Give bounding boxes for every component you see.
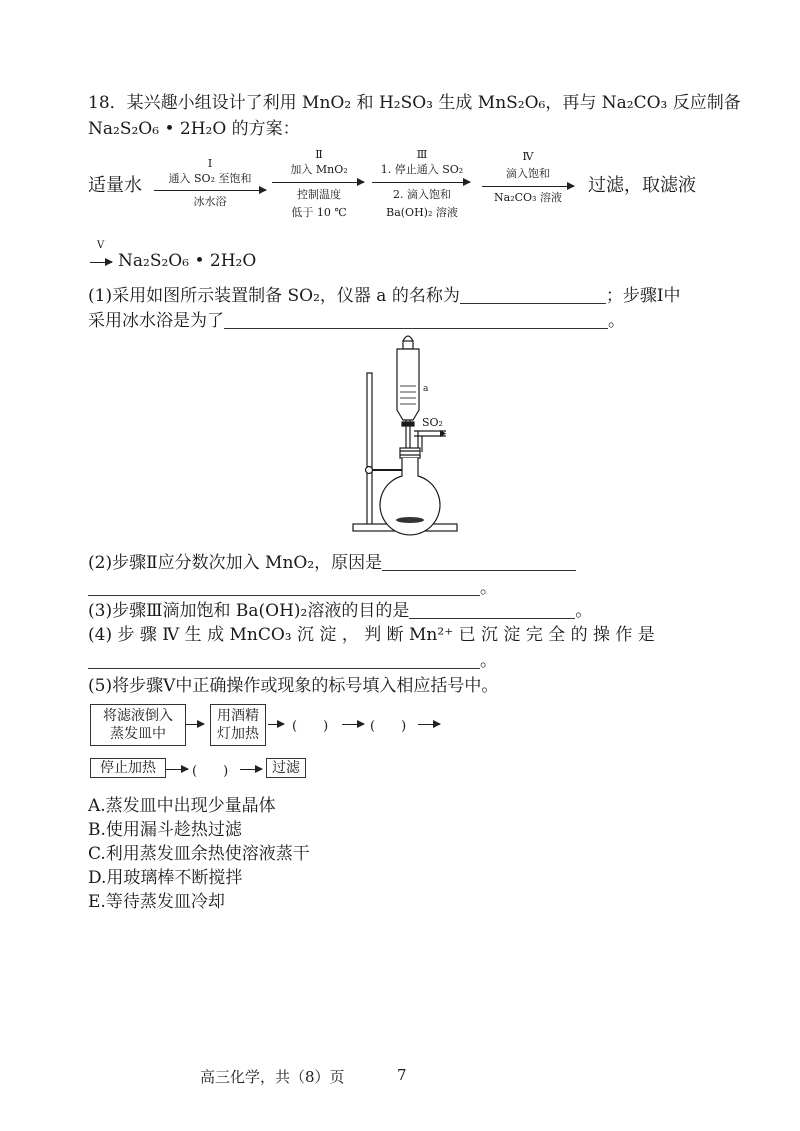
q5-box-heat-line-2: 灯加热 bbox=[217, 726, 259, 742]
q1-line-2 bbox=[88, 310, 625, 332]
q1-text-2: 采用冰水浴是为了 bbox=[88, 311, 224, 331]
q5-paren-2[interactable]: ( ) bbox=[370, 719, 407, 734]
stand-rod bbox=[367, 373, 372, 526]
q4-blank[interactable] bbox=[88, 652, 480, 669]
q5-box-heat bbox=[210, 704, 266, 746]
q5-arrow-5 bbox=[166, 769, 188, 770]
q5-box-filter: 过滤 bbox=[266, 758, 306, 778]
q2-line-2 bbox=[88, 577, 497, 599]
separatory-funnel bbox=[397, 349, 419, 420]
q4-line-1: (4) 步 骤 Ⅳ 生 成 MnCO₃ 沉 淀 ， 判 断 Mn²⁺ 已 沉 淀 完 全 的 操 作 是 bbox=[88, 625, 655, 645]
q4-end: 。 bbox=[480, 651, 497, 671]
q5-box-heat-line-1: 用酒精 bbox=[217, 708, 259, 724]
flow-step-2-top: 加入 MnO₂ bbox=[290, 163, 348, 176]
flow-step-4-bottom: Na₂CO₃ 溶液 bbox=[494, 191, 562, 204]
flow-arrow-3 bbox=[372, 182, 470, 183]
q2-text: (2)步骤Ⅱ应分数次加入 MnO₂，原因是 bbox=[88, 553, 383, 573]
flask-stopper bbox=[400, 448, 420, 458]
flow-step-3-top: 1. 停止通入 SO₂ bbox=[380, 163, 464, 176]
clamp-knob bbox=[366, 467, 373, 474]
flow-step-1-bottom: 冰水浴 bbox=[193, 195, 227, 208]
funnel-stopper bbox=[403, 336, 413, 341]
flow-arrow-1 bbox=[154, 190, 266, 191]
q2-end: 。 bbox=[480, 578, 497, 598]
q3-text: (3)步骤Ⅲ滴加饱和 Ba(OH)₂溶液的目的是 bbox=[88, 601, 410, 621]
q1-blank-2[interactable] bbox=[224, 312, 608, 329]
flow-step-4-top: 滴入饱和 bbox=[506, 167, 550, 180]
q4-line-2 bbox=[88, 650, 497, 672]
q1-text-1b: ；步骤Ⅰ中 bbox=[605, 286, 681, 306]
q5-paren-1[interactable]: ( ) bbox=[292, 719, 329, 734]
q5-arrow-1 bbox=[186, 724, 204, 725]
q1-line-1 bbox=[88, 285, 681, 307]
q3-line bbox=[88, 600, 592, 622]
flow-arrow-4 bbox=[482, 186, 574, 187]
label-a: a bbox=[423, 384, 429, 394]
option-d: D.用玻璃棒不断搅拌 bbox=[88, 868, 243, 888]
q5-paren-3[interactable]: ( ) bbox=[192, 764, 229, 779]
q5-arrow-2 bbox=[268, 724, 284, 725]
option-a: A.蒸发皿中出现少量晶体 bbox=[88, 796, 276, 816]
label-so2: SO₂ bbox=[422, 416, 443, 429]
q5-arrow-6 bbox=[240, 769, 262, 770]
q5-box-stop: 停止加热 bbox=[90, 758, 166, 778]
q5-box-pour bbox=[90, 704, 186, 746]
q3-blank[interactable] bbox=[409, 602, 575, 619]
q3-end: 。 bbox=[575, 601, 593, 621]
option-e: E.等待蒸发皿冷却 bbox=[88, 892, 225, 912]
flow-step-1-top: 通入 SO₂ 至饱和 bbox=[168, 172, 252, 185]
flow-step-2-bottom-2: 低于 10 ℃ bbox=[291, 206, 347, 219]
apparatus-figure bbox=[350, 330, 470, 540]
footer-page-number: 7 bbox=[397, 1066, 407, 1084]
footer-text: 高三化学，共（8）页 bbox=[200, 1068, 345, 1086]
flow-step-5-roman: Ⅴ bbox=[97, 240, 105, 251]
q2-line-1 bbox=[88, 552, 576, 574]
flow-step-3-bottom-1: 2. 滴入饱和 bbox=[393, 188, 451, 201]
flow-start: 适量水 bbox=[88, 175, 142, 196]
question-line-1 bbox=[88, 92, 741, 114]
q1-text-2b: 。 bbox=[608, 311, 625, 331]
flow-step-3-roman: Ⅲ bbox=[416, 148, 428, 161]
flow-step-4-roman: Ⅳ bbox=[522, 150, 534, 163]
flow-step-2-bottom-1: 控制温度 bbox=[297, 188, 341, 201]
flow-arrow-2 bbox=[272, 182, 364, 183]
question-number: 18． bbox=[88, 93, 127, 113]
flow-end: 过滤，取滤液 bbox=[588, 175, 696, 196]
flow-arrow-5 bbox=[90, 262, 112, 263]
q5-box-pour-line-1: 将滤液倒入 bbox=[103, 708, 173, 724]
flow-step-1-roman: Ⅰ bbox=[207, 157, 213, 170]
question-line-2: Na₂S₂O₆ • 2H₂O 的方案： bbox=[88, 119, 300, 139]
q5-text: (5)将步骤Ⅴ中正确操作或现象的标号填入相应括号中。 bbox=[88, 676, 499, 696]
q1-blank-1[interactable] bbox=[460, 287, 606, 304]
q5-arrow-4 bbox=[418, 724, 440, 725]
q5-arrow-3 bbox=[342, 724, 364, 725]
flow-step-2-roman: Ⅱ bbox=[315, 148, 323, 161]
question-text-1: 某兴趣小组设计了利用 MnO₂ 和 H₂SO₃ 生成 MnS₂O₆，再与 Na₂CO₃ 反应制备 bbox=[126, 93, 741, 113]
flow-step-3-bottom-2: Ba(OH)₂ 溶液 bbox=[386, 206, 458, 219]
option-c: C.利用蒸发皿余热使溶液蒸干 bbox=[88, 844, 310, 864]
funnel-tap bbox=[402, 422, 414, 426]
flask-solid bbox=[396, 517, 424, 523]
option-b: B.使用漏斗趁热过滤 bbox=[88, 820, 242, 840]
q5-box-pour-line-2: 蒸发皿中 bbox=[110, 726, 166, 742]
q1-text-1: (1)采用如图所示装置制备 SO₂，仪器 a 的名称为 bbox=[88, 286, 460, 306]
q2-blank-1[interactable] bbox=[382, 554, 576, 571]
flow-product: Na₂S₂O₆ • 2H₂O bbox=[118, 251, 257, 271]
q2-blank-2[interactable] bbox=[88, 579, 480, 596]
